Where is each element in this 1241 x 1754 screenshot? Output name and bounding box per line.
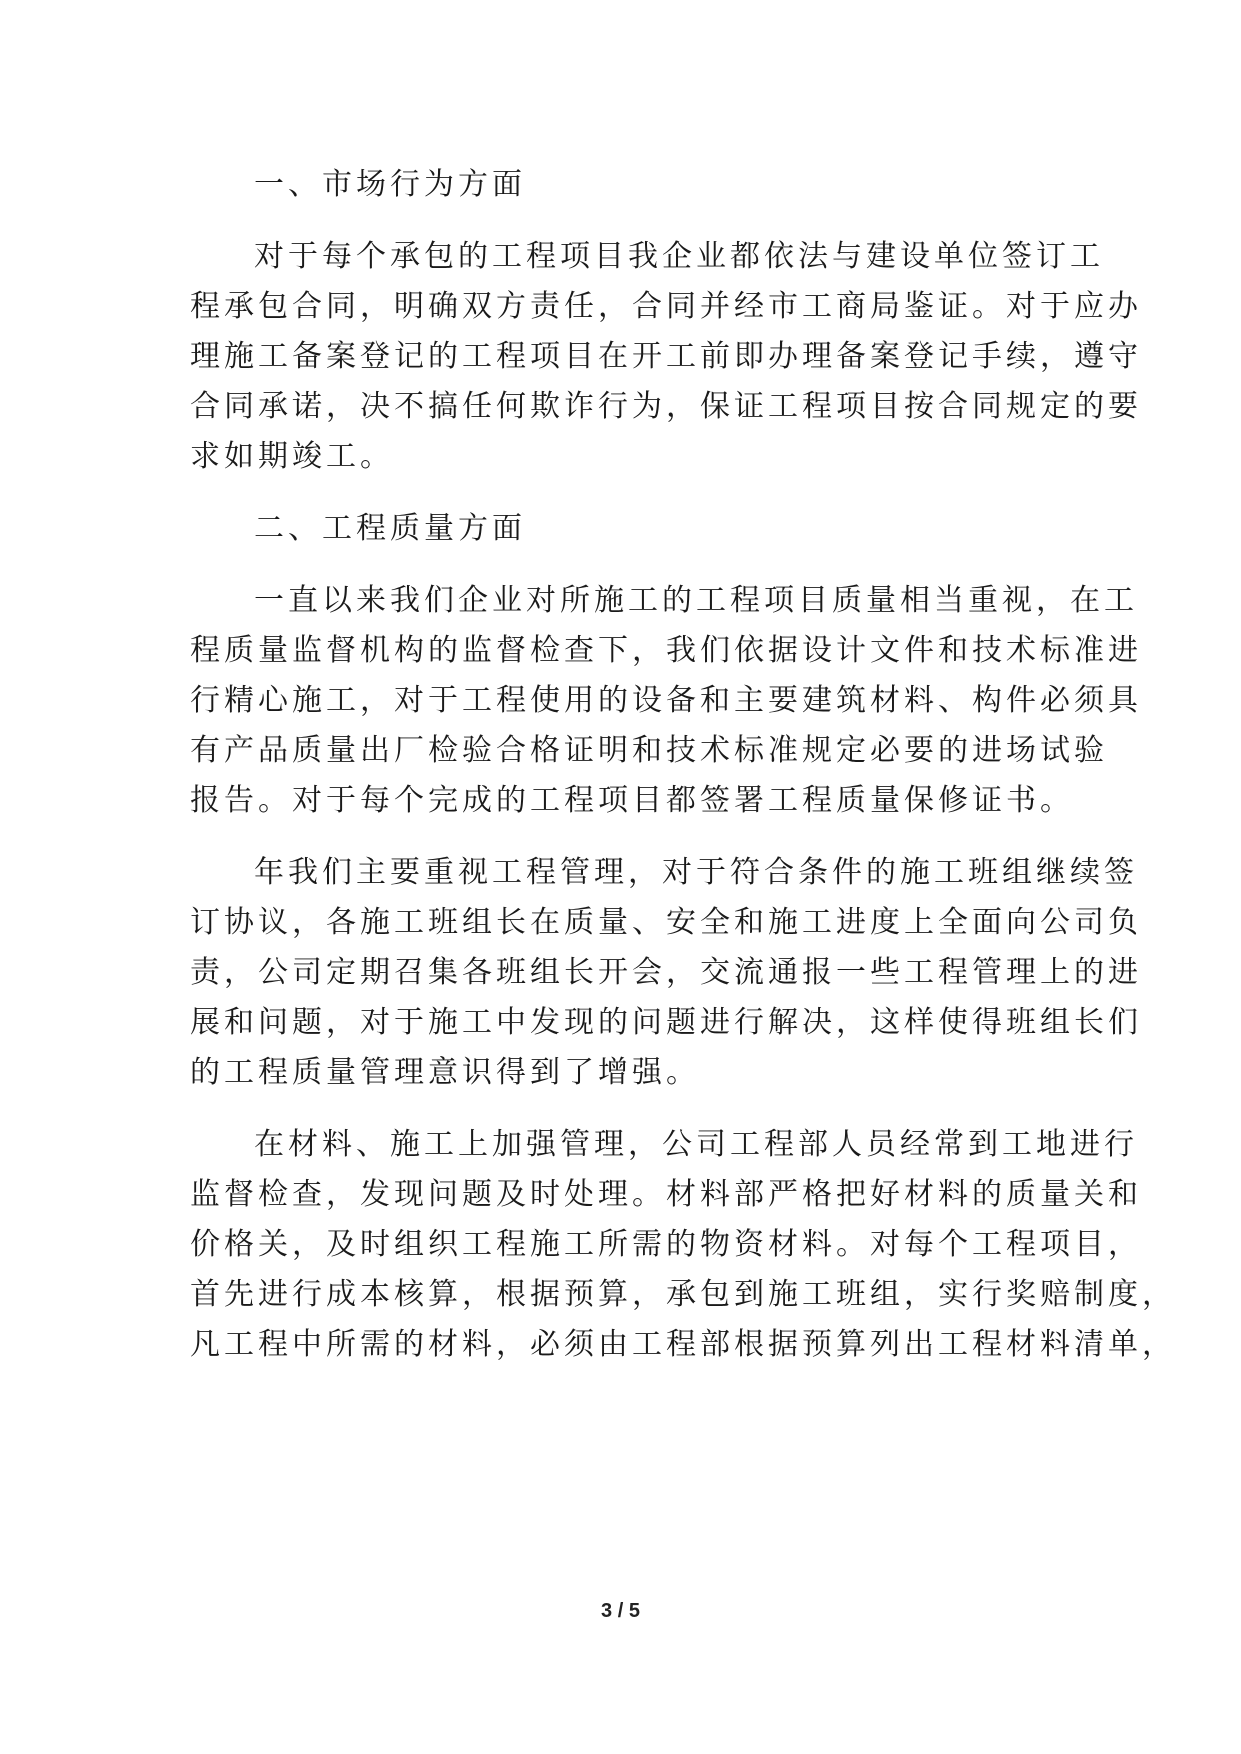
paragraph-line: 求如期竣工。 bbox=[190, 439, 394, 474]
paragraph-line: 监督检查，发现问题及时处理。材料部严格把好材料的质量关和 bbox=[190, 1177, 1142, 1212]
paragraph-quality-emphasis bbox=[190, 576, 1142, 826]
heading-text: 一、市场行为方面 bbox=[254, 167, 526, 202]
paragraph-line: 有产品质量出厂检验合格证明和技术标准规定必要的进场试验 bbox=[190, 733, 1108, 768]
paragraph-line: 一直以来我们企业对所施工的工程项目质量相当重视，在工 bbox=[254, 583, 1138, 618]
paragraph-line: 程承包合同，明确双方责任，合同并经市工商局鉴证。对于应办 bbox=[190, 289, 1142, 324]
paragraph-line: 展和问题，对于施工中发现的问题进行解决，这样使得班组长们 bbox=[190, 1005, 1142, 1040]
document-body bbox=[190, 160, 1176, 1392]
paragraph-line: 行精心施工，对于工程使用的设备和主要建筑材料、构件必须具 bbox=[190, 683, 1142, 718]
heading-text: 二、工程质量方面 bbox=[254, 511, 526, 546]
page-number: 3 / 5 bbox=[601, 1600, 640, 1622]
paragraph-line: 对于每个承包的工程项目我企业都依法与建设单位签订工 bbox=[254, 239, 1104, 274]
paragraph-materials-management bbox=[190, 1120, 1176, 1370]
paragraph-line: 合同承诺，决不搞任何欺诈行为，保证工程项目按合同规定的要 bbox=[190, 389, 1142, 424]
paragraph-line: 程质量监督机构的监督检查下，我们依据设计文件和技术标准进 bbox=[190, 633, 1142, 668]
paragraph-line: 凡工程中所需的材料，必须由工程部根据预算列出工程材料清单， bbox=[190, 1327, 1176, 1362]
paragraph-line: 首先进行成本核算，根据预算，承包到施工班组，实行奖赔制度， bbox=[190, 1277, 1176, 1312]
paragraph-line: 报告。对于每个完成的工程项目都签署工程质量保修证书。 bbox=[190, 783, 1074, 818]
paragraph-line: 理施工备案登记的工程项目在开工前即办理备案登记手续，遵守 bbox=[190, 339, 1142, 374]
paragraph-line: 的工程质量管理意识得到了增强。 bbox=[190, 1055, 700, 1090]
paragraph-line: 价格关，及时组织工程施工所需的物资材料。对每个工程项目， bbox=[190, 1227, 1142, 1262]
paragraph-line: 年我们主要重视工程管理，对于符合条件的施工班组继续签 bbox=[254, 855, 1138, 890]
paragraph-line: 在材料、施工上加强管理，公司工程部人员经常到工地进行 bbox=[254, 1127, 1138, 1162]
section-heading-engineering-quality bbox=[190, 504, 1050, 554]
section-heading-market-behavior bbox=[190, 160, 1050, 210]
paragraph-line: 责，公司定期召集各班组长开会，交流通报一些工程管理上的进 bbox=[190, 955, 1142, 990]
paragraph-line: 订协议，各施工班组长在质量、安全和施工进度上全面向公司负 bbox=[190, 905, 1142, 940]
paragraph-market-behavior bbox=[190, 232, 1142, 482]
paragraph-engineering-management bbox=[190, 848, 1142, 1098]
